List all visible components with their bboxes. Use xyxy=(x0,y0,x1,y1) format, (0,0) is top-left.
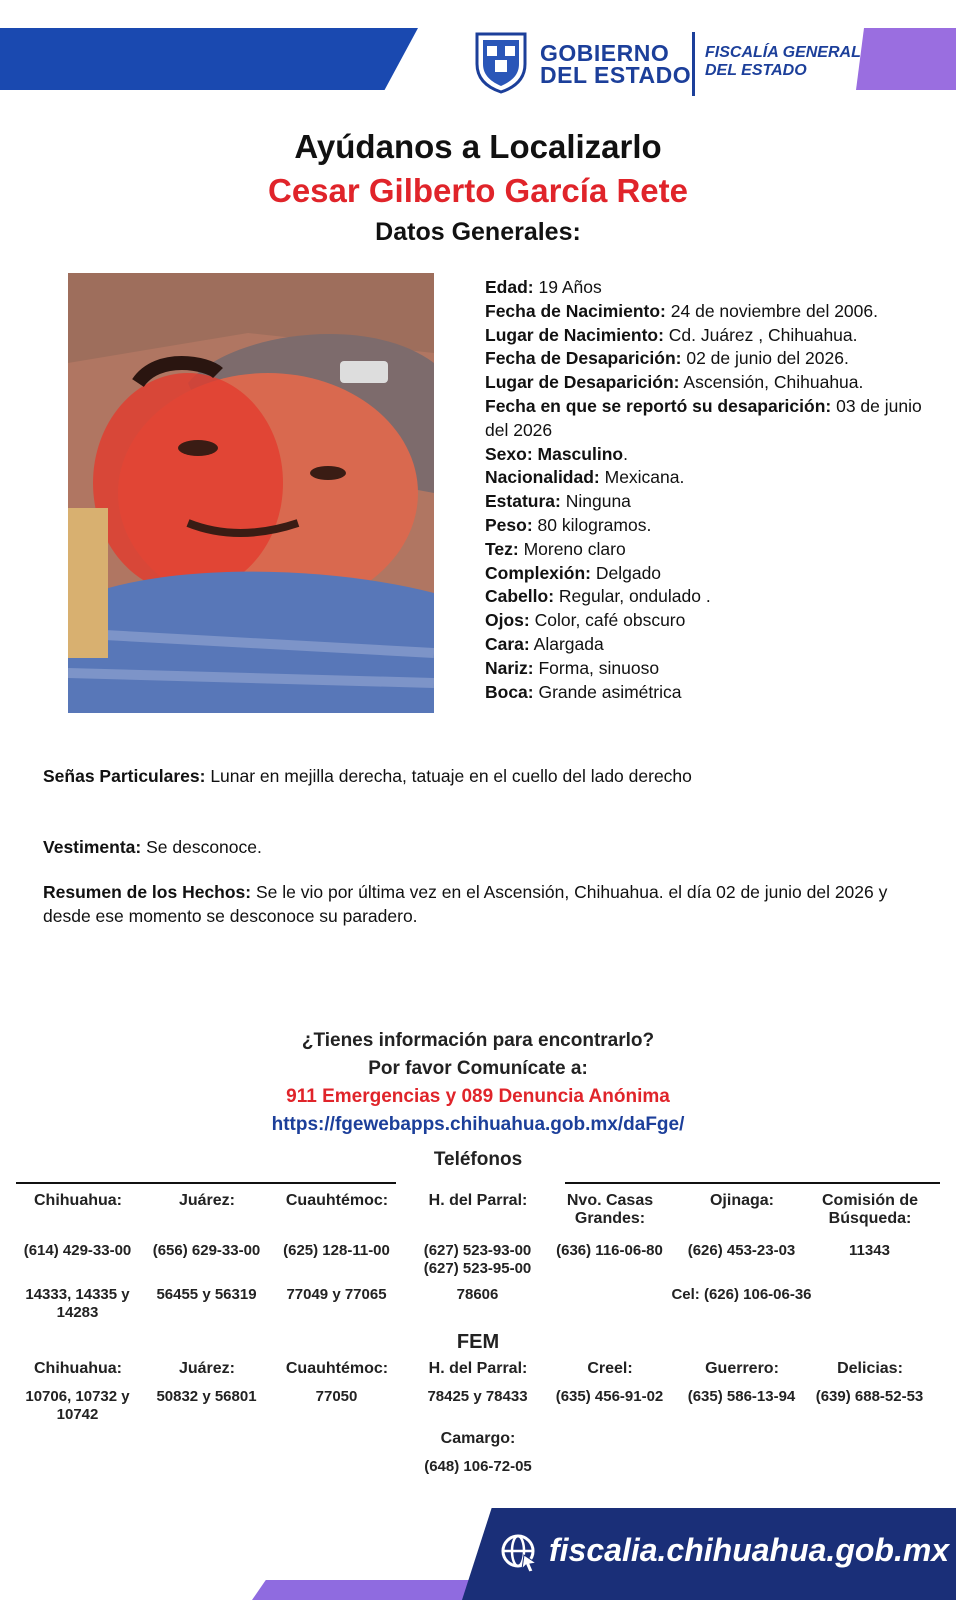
fem-phone: (639) 688-52-53 xyxy=(815,1388,924,1405)
detail-label: Estatura: xyxy=(485,491,561,512)
detail-value: Ninguna xyxy=(560,491,631,512)
phone-city: H. del Parral: xyxy=(428,1192,528,1209)
detail-row xyxy=(485,395,925,443)
camargo-phone: (648) 106-72-05 xyxy=(424,1458,532,1475)
detail-value: Ascensión, Chihuahua. xyxy=(679,372,864,393)
resumen-value: Se le vio por última vez en el Ascensión, Chihuahua. el día 02 de junio del 2026 y desde ese momento se desconoce su paradero. xyxy=(43,882,888,926)
detail-label: Nariz: xyxy=(485,657,534,678)
detail-row xyxy=(485,681,925,705)
fem-city: Guerrero: xyxy=(705,1360,779,1377)
detail-label: Cara: xyxy=(485,633,530,654)
contact-question: ¿Tienes información para encontrarlo? xyxy=(301,1030,655,1051)
detail-label: Fecha en que se reportó su desaparición: xyxy=(485,395,832,416)
detail-label: Ojos: xyxy=(485,610,530,631)
detail-row xyxy=(485,276,925,300)
detail-label: Lugar de Nacimiento: xyxy=(485,324,664,345)
header-purple-bar xyxy=(856,28,956,90)
section-title: Datos Generales: xyxy=(375,218,581,246)
fem-city: Delicias: xyxy=(837,1360,903,1377)
fem-phone: 10706, 10732 y 10742 xyxy=(25,1388,130,1423)
fem-city: Cuauhtémoc: xyxy=(285,1360,389,1377)
detail-value: Grande asimétrica xyxy=(533,681,682,702)
detail-label: Edad: xyxy=(485,277,534,297)
telefonos-heading: Teléfonos xyxy=(433,1149,523,1170)
detail-label: Fecha de Nacimiento: xyxy=(485,300,666,321)
detail-label: Peso: xyxy=(485,514,533,535)
header-blue-bar xyxy=(0,28,418,90)
detail-label: Nacionalidad: xyxy=(485,467,600,488)
fem-phone: 50832 y 56801 xyxy=(156,1388,257,1405)
detail-value: Mexicana. xyxy=(599,467,685,488)
phone-city: Cuauhtémoc: xyxy=(285,1192,389,1209)
detail-row xyxy=(485,371,925,395)
fem-heading: FEM xyxy=(456,1331,500,1353)
globe-cursor-icon xyxy=(500,1533,540,1573)
phone-extension: 14333, 14335 y 14283 xyxy=(25,1286,130,1321)
rule-right xyxy=(565,1182,940,1184)
detail-row xyxy=(485,609,925,633)
fem-phone: 77050 xyxy=(315,1388,358,1405)
phone-number: (625) 128-11-00 xyxy=(283,1242,390,1259)
vestimenta xyxy=(43,835,923,859)
phone-city: Nvo. Casas Grandes: xyxy=(566,1192,654,1227)
detail-label: Complexión: xyxy=(485,562,591,583)
phone-number: 11343 xyxy=(849,1242,890,1259)
detail-label: Tez: xyxy=(485,538,519,559)
phone-city: Juárez: xyxy=(178,1192,236,1209)
resumen-hechos xyxy=(43,880,923,928)
missing-person-name: Cesar Gilberto García Rete xyxy=(267,172,688,209)
vestimenta-label: Vestimenta: xyxy=(43,837,142,857)
detail-value: Regular, ondulado . xyxy=(554,586,711,607)
gob-line1: GOBIERNO xyxy=(540,40,670,66)
resumen-label: Resumen de los Hechos: xyxy=(43,882,252,902)
gob-line2: DEL ESTADO xyxy=(540,62,692,88)
fem-phone: 78425 y 78433 xyxy=(427,1388,528,1405)
fiscalia-line1: FISCALÍA GENERAL xyxy=(705,44,861,61)
detail-value: Moreno claro xyxy=(518,538,626,559)
fem-city: Creel: xyxy=(587,1360,633,1377)
detail-label: Lugar de Desaparición: xyxy=(485,372,680,393)
detail-row xyxy=(485,466,925,490)
detail-row xyxy=(485,538,925,562)
gobierno-logo-text xyxy=(540,42,691,86)
detail-row xyxy=(485,514,925,538)
phone-extension: 77049 y 77065 xyxy=(286,1286,387,1303)
detail-value: . xyxy=(623,443,628,464)
senas-label: Señas Particulares: xyxy=(43,766,206,786)
missing-person-photo xyxy=(68,273,434,713)
detail-value: Forma, sinuoso xyxy=(533,657,660,678)
detail-row xyxy=(485,562,925,586)
detail-row xyxy=(485,633,925,657)
detail-row xyxy=(485,657,925,681)
phone-number: (656) 629-33-00 xyxy=(152,1242,261,1259)
fem-phone: (635) 456-91-02 xyxy=(555,1388,664,1405)
logo-divider xyxy=(692,32,695,96)
detail-value: Color, café obscuro xyxy=(529,610,686,631)
detail-value: Cd. Juárez , Chihuahua. xyxy=(663,324,858,345)
fem-city: Juárez: xyxy=(178,1360,236,1377)
detail-value: Alargada xyxy=(529,633,604,654)
fiscalia-line2: DEL ESTADO xyxy=(705,62,807,79)
fem-city: Chihuahua: xyxy=(34,1360,122,1377)
fem-city: H. del Parral: xyxy=(428,1360,528,1377)
footer-purple-strip xyxy=(252,1580,482,1600)
detail-value: 03 de junio del 2026 xyxy=(485,395,922,440)
rule-left xyxy=(16,1182,396,1184)
detail-row xyxy=(485,490,925,514)
phone-city: Comisión de Búsqueda: xyxy=(821,1192,918,1227)
vestimenta-value: Se desconoce. xyxy=(141,837,262,857)
phone-number: (636) 116-06-80 xyxy=(556,1242,663,1259)
state-shield-icon xyxy=(473,30,529,94)
detail-row xyxy=(485,324,925,348)
phone-city: Chihuahua: xyxy=(34,1192,122,1209)
detail-value: 02 de junio del 2026. xyxy=(681,348,849,369)
phone-number: (627) 523-93-00 (627) 523-95-00 xyxy=(423,1242,532,1277)
detail-label: Sexo: Masculino xyxy=(485,443,624,464)
camargo-label: Camargo: xyxy=(440,1430,516,1447)
detail-row xyxy=(485,300,925,324)
senas-value: Lunar en mejilla derecha, tatuaje en el cuello del lado derecho xyxy=(205,766,692,786)
detail-value: 80 kilogramos. xyxy=(532,514,652,535)
detail-row xyxy=(485,585,925,609)
phone-extension: 56455 y 56319 xyxy=(156,1286,257,1303)
page-heading: Ayúdanos a Localizarlo xyxy=(294,128,662,165)
contact-url-link[interactable]: https://fgewebapps.chihuahua.gob.mx/daFge/ xyxy=(271,1114,685,1135)
emergency-numbers: 911 Emergencias y 089 Denuncia Anónima xyxy=(286,1086,670,1107)
detail-label: Cabello: xyxy=(485,586,555,607)
detail-label: Boca: xyxy=(485,681,534,702)
senas-particulares xyxy=(43,764,923,788)
phone-number: (614) 429-33-00 xyxy=(23,1242,132,1259)
fem-phone: (635) 586-13-94 xyxy=(687,1388,796,1405)
phone-extension: Cel: (626) 106-06-36 xyxy=(671,1286,812,1303)
phone-city: Ojinaga: xyxy=(709,1192,774,1209)
detail-value: Delgado xyxy=(590,562,662,583)
detail-label: Fecha de Desaparición: xyxy=(485,348,682,369)
phone-number: (626) 453-23-03 xyxy=(687,1242,796,1259)
detail-row xyxy=(485,347,925,371)
phone-extension: 78606 xyxy=(456,1286,499,1303)
detail-row xyxy=(485,443,925,467)
contact-please: Por favor Comunícate a: xyxy=(368,1058,588,1079)
detail-value: 24 de noviembre del 2006. xyxy=(665,300,878,321)
detail-value: 19 Años xyxy=(533,277,602,297)
fiscalia-logo-text xyxy=(705,44,861,80)
details-list xyxy=(485,276,925,704)
footer-website[interactable]: fiscalia.chihuahua.gob.mx xyxy=(549,1532,950,1568)
